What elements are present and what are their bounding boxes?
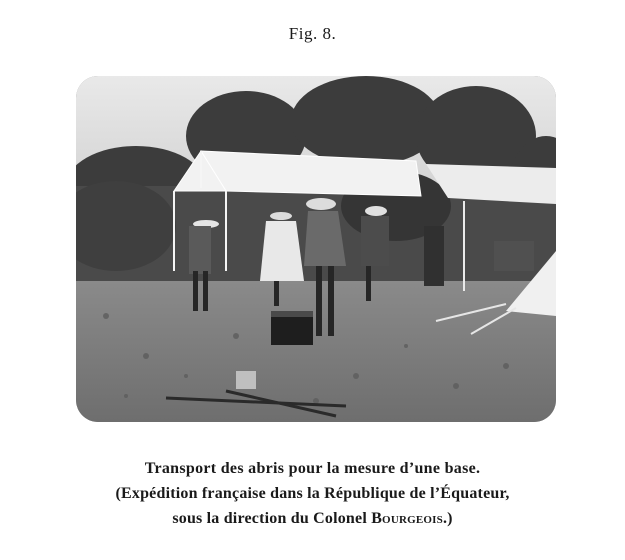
caption-line-2: (Expédition française dans la République de l’Équateur, — [115, 485, 510, 502]
caption-colonel-name: Bourgeois — [371, 510, 443, 527]
caption — [0, 456, 625, 531]
caption-line-3-suffix: .) — [442, 510, 453, 527]
figure-label: Fig. 8. — [288, 24, 337, 43]
caption-line-3 — [0, 506, 625, 531]
caption-line-3-prefix: sous la direction du Colonel — [172, 510, 372, 527]
caption-title: Transport des abris pour la mesure d’une base. — [144, 460, 481, 477]
expedition-camp-photograph — [76, 76, 556, 422]
